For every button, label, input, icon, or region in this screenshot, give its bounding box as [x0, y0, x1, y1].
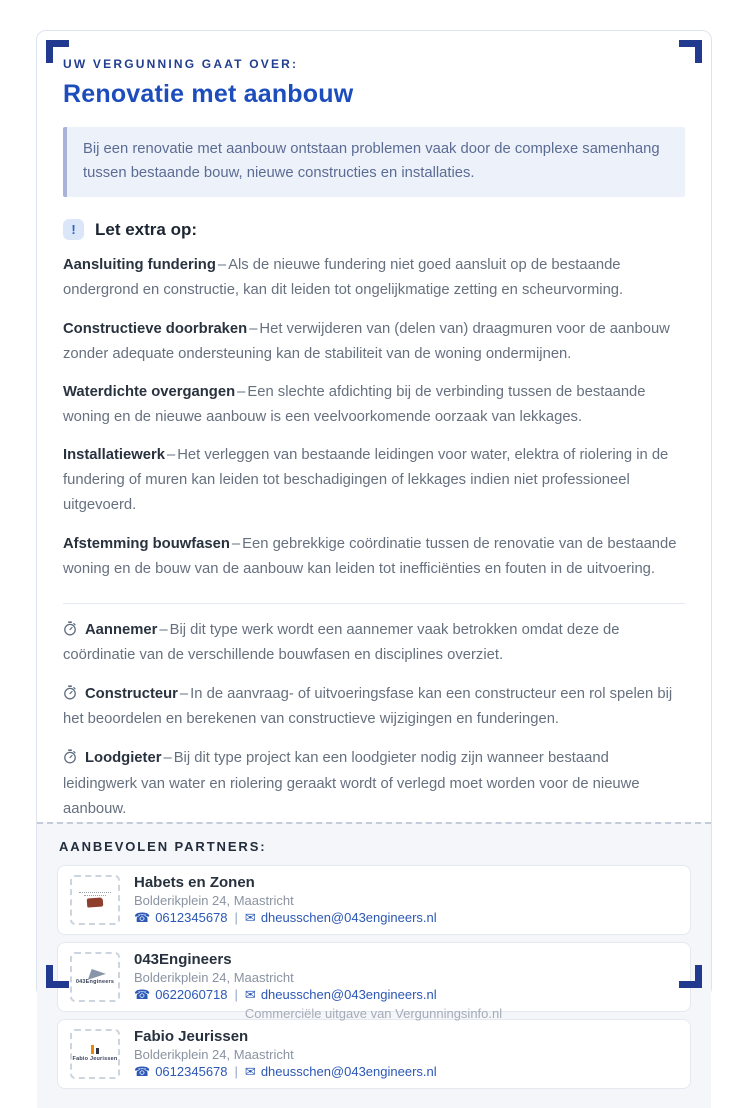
professional-text: In de aanvraag- of uitvoeringsfase kan een constructeur een rol spelen bij het beoordelen en berekenen van constructieve wijzigingen en funderingen. — [63, 686, 673, 728]
exclamation-icon: ! — [63, 219, 84, 240]
professional-lead: Constructeur — [85, 686, 178, 703]
partner-phone-link[interactable]: 0612345678 — [155, 1064, 228, 1080]
stopwatch-icon — [63, 749, 77, 764]
dash-separator: – — [217, 257, 227, 274]
partner-card — [57, 942, 691, 1012]
partner-contact — [134, 1064, 437, 1080]
attention-item-text: Het verleggen van bestaande leidingen voor water, elektra of riolering in de fundering of muren kan leiden tot beschadigingen of lekkages indien niet professioneel uitgevoerd. — [63, 447, 669, 514]
dash-separator: – — [179, 686, 189, 703]
partner-email-link[interactable]: dheusschen@043engineers.nl — [260, 987, 437, 1003]
partner-name: 043Engineers — [134, 950, 232, 968]
attention-item-lead: Waterdichte overgangen — [63, 383, 236, 400]
professional-lead: Loodgieter — [85, 750, 162, 767]
phone-icon: ☎ — [134, 909, 151, 925]
partner-contact — [134, 910, 437, 926]
logo-art — [84, 895, 106, 896]
email-icon: ✉ — [244, 909, 256, 925]
corner-bracket-top-right-icon — [679, 40, 702, 63]
partner-card — [57, 865, 691, 935]
partner-logo — [70, 952, 120, 1002]
pipe-separator: | — [234, 1064, 238, 1080]
email-icon: ✉ — [244, 986, 256, 1002]
dash-separator: – — [237, 383, 246, 400]
footer-text: Commerciële uitgave van Vergunningsinfo.nl — [244, 1006, 503, 1021]
partner-info — [134, 951, 437, 1003]
dash-separator: – — [249, 320, 258, 337]
dash-separator: – — [166, 447, 176, 464]
partner-logo-caption: 043Engineers — [75, 979, 115, 986]
attention-item-text: Een gebrekkige coördinatie tussen de renovatie van de bestaande woning en de bouw van de aanbouw kan leiden tot inefficiënties en fouten in de uitvoering. — [63, 535, 677, 577]
dash-separator: – — [231, 535, 241, 552]
attention-item — [63, 443, 685, 518]
attention-item-lead: Aansluiting fundering — [63, 257, 216, 274]
professional-text: Bij dit type project kan een loodgieter nodig zijn wanneer bestaand leidingwerk van water en riolering geraakt wordt of verlegd moet worden voor de nieuwe aanbouw. — [63, 750, 640, 817]
professional-item — [63, 746, 685, 821]
stopwatch-icon — [63, 685, 77, 700]
attention-heading-row — [63, 219, 685, 240]
intro-callout — [63, 127, 685, 197]
partner-info — [134, 1028, 437, 1080]
professional-text: Bij dit type werk wordt een aannemer vaak betrokken omdat deze de coördinatie van de verschillende bouwfasen en disciplines overziet. — [63, 621, 620, 664]
phone-icon: ☎ — [134, 1063, 151, 1079]
partner-address: Bolderikplein 24, Maastricht — [134, 1046, 294, 1062]
eyebrow-label: UW VERGUNNING GAAT OVER: — [63, 57, 299, 71]
partner-contact — [134, 987, 437, 1003]
partner-name: Fabio Jeurissen — [134, 1027, 249, 1045]
attention-heading: Let extra op: — [95, 219, 198, 239]
corner-bracket-bottom-right-icon — [679, 965, 702, 988]
partner-phone-link[interactable]: 0622060718 — [155, 987, 228, 1003]
phone-icon: ☎ — [134, 986, 151, 1002]
professional-item — [63, 618, 685, 668]
intro-text: Bij een renovatie met aanbouw ontstaan problemen vaak door de complexe samenhang tussen bestaande bouw, nieuwe constructies en installaties. — [83, 141, 660, 181]
partner-email-link[interactable]: dheusschen@043engineers.nl — [260, 910, 437, 926]
partner-logo — [70, 875, 120, 925]
page-title: Renovatie met aanbouw — [63, 80, 354, 108]
logo-art — [79, 892, 111, 893]
attention-item-lead: Constructieve doorbraken — [63, 320, 248, 337]
logo-art — [85, 966, 106, 980]
logo-art — [87, 898, 104, 908]
attention-item — [63, 380, 685, 430]
partner-logo-caption: Fabio Jeurissen — [72, 1056, 118, 1063]
partner-logo — [70, 1029, 120, 1079]
professional-lead: Aannemer — [85, 621, 158, 638]
partners-heading: AANBEVOLEN PARTNERS: — [59, 838, 267, 854]
attention-item — [63, 317, 685, 367]
stopwatch-icon — [63, 621, 77, 636]
email-icon: ✉ — [244, 1063, 256, 1079]
pipe-separator: | — [234, 987, 238, 1003]
partners-section — [37, 822, 711, 1108]
attention-item-text: Een slechte afdichting bij de verbinding tussen de bestaande woning en de nieuwe aanbouw is een veelvoorkomende oorzaak van lekkages. — [63, 383, 646, 426]
attention-item-lead: Installatiewerk — [63, 447, 165, 464]
attention-item — [63, 532, 685, 582]
document-body — [37, 31, 711, 822]
partner-email-link[interactable]: dheusschen@043engineers.nl — [260, 1064, 437, 1080]
pipe-separator: | — [234, 910, 238, 926]
partner-info — [134, 874, 437, 926]
attention-item-text: Als de nieuwe fundering niet goed aansluit op de bestaande ondergrond en constructie, kan dit leiden tot ongelijkmatige zetting en scheurvorming. — [63, 257, 624, 299]
professional-item — [63, 682, 685, 732]
partner-address: Bolderikplein 24, Maastricht — [134, 969, 294, 985]
attention-item-lead: Afstemming bouwfasen — [63, 535, 230, 552]
dash-separator: – — [163, 750, 172, 767]
attention-item — [63, 253, 685, 303]
partner-card — [57, 1019, 691, 1089]
logo-art — [91, 1045, 99, 1054]
partner-phone-link[interactable]: 0612345678 — [155, 910, 228, 926]
section-divider — [63, 603, 685, 604]
partner-name: Habets en Zonen — [134, 873, 255, 891]
dash-separator: – — [159, 621, 168, 638]
corner-bracket-top-left-icon — [46, 40, 69, 63]
partner-address: Bolderikplein 24, Maastricht — [134, 892, 294, 908]
attention-item-text: Het verwijderen van (delen van) draagmuren voor de aanbouw zonder adequate ondersteuning kan de stabiliteit van de woning ondermijnen. — [63, 320, 670, 362]
corner-bracket-bottom-left-icon — [46, 965, 69, 988]
